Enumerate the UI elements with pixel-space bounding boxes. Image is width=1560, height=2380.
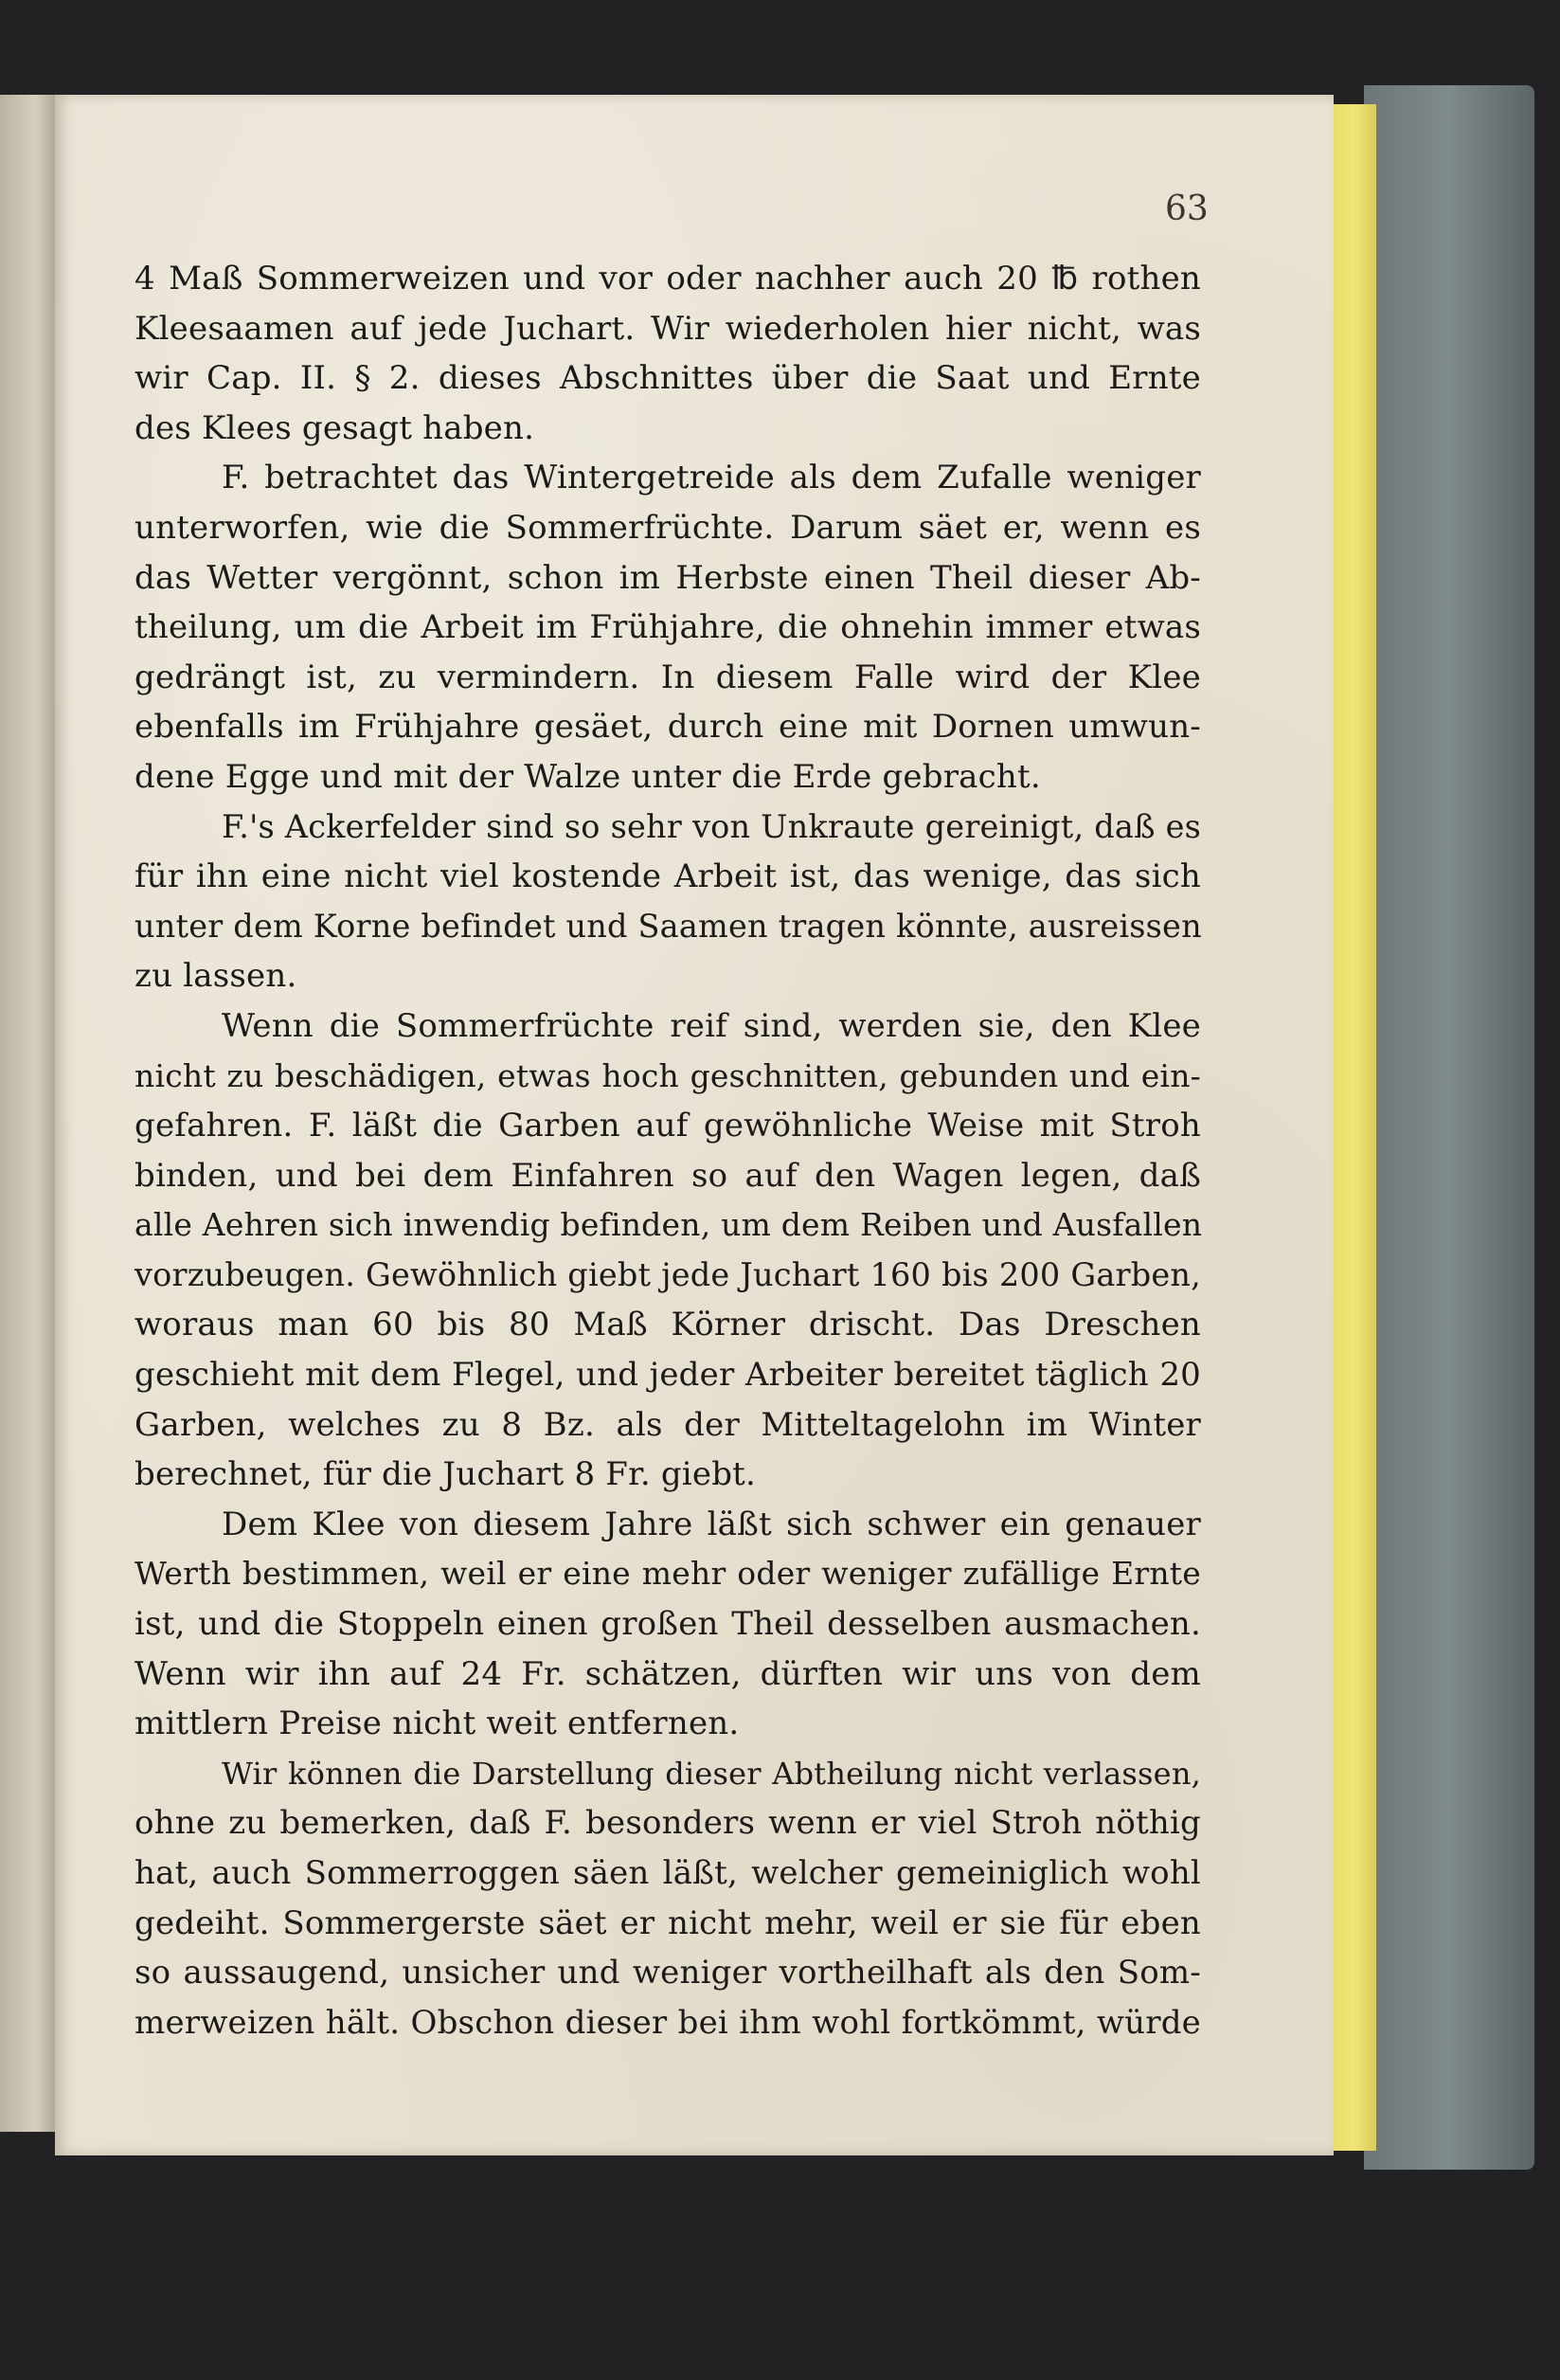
text-line: F. betrachtet das Wintergetreide als dem Zufalle weniger bbox=[222, 459, 1201, 497]
text-line: Wir können die Darstellung dieser Abtheilung nicht verlassen, bbox=[222, 1755, 1201, 1792]
text-line: gedrängt ist, zu vermindern. In diesem Falle wird der Klee bbox=[134, 658, 1201, 696]
text-line: ist, und die Stoppeln einen großen Theil desselben ausmachen. bbox=[134, 1605, 1201, 1644]
text-line: des Klees gesagt haben. bbox=[134, 408, 535, 447]
text-line: merweizen hält. Obschon dieser bei ihm wohl fortkömmt, würde bbox=[134, 2003, 1201, 2042]
page-number: 63 bbox=[1165, 189, 1209, 228]
text-line: für ihn eine nicht viel kostende Arbeit ist, das wenige, das sich bbox=[134, 857, 1201, 896]
text-line: geschieht mit dem Flegel, und jeder Arbeiter bereitet täglich 20 bbox=[134, 1356, 1201, 1395]
text-line: unter dem Korne befindet und Saamen tragen könnte, ausreissen bbox=[134, 907, 1202, 945]
text-line: 4 Maß Sommerweizen und vor oder nachher auch 20 ℔ rothen bbox=[134, 260, 1201, 298]
text-line: theilung, um die Arbeit im Frühjahre, die ohnehin immer etwas bbox=[134, 608, 1201, 647]
text-line: woraus man 60 bis 80 Maß Körner drischt. Das Dreschen bbox=[134, 1306, 1201, 1344]
text-line: ohne zu bemerken, daß F. besonders wenn er viel Stroh nöthig bbox=[134, 1804, 1201, 1843]
text-line: nicht zu beschädigen, etwas hoch geschnitten, gebunden und ein- bbox=[134, 1056, 1201, 1094]
text-line: berechnet, für die Juchart 8 Fr. giebt. bbox=[134, 1455, 757, 1494]
text-line: Garben, welches zu 8 Bz. als der Mitteltagelohn im Winter bbox=[134, 1405, 1201, 1444]
text-line: das Wetter vergönnt, schon im Herbste einen Theil dieser Ab- bbox=[134, 558, 1201, 597]
text-line: alle Aehren sich inwendig befinden, um dem Reiben und Ausfallen bbox=[134, 1206, 1203, 1244]
page-edge bbox=[1331, 104, 1376, 2151]
text-line: wir Cap. II. § 2. dieses Abschnittes über die Saat und Ernte bbox=[134, 359, 1201, 398]
text-line: Wenn wir ihn auf 24 Fr. schätzen, dürften wir uns von dem bbox=[134, 1654, 1201, 1693]
body-text bbox=[134, 254, 1201, 2047]
text-line: Werth bestimmen, weil er eine mehr oder weniger zufällige Ernte bbox=[134, 1555, 1201, 1593]
text-line: so aussaugend, unsicher und weniger vortheilhaft als den Som- bbox=[134, 1954, 1201, 1992]
text-line: Kleesaamen auf jede Juchart. Wir wiederholen hier nicht, was bbox=[134, 309, 1201, 348]
text-line: Dem Klee von diesem Jahre läßt sich schwer ein genauer bbox=[222, 1505, 1201, 1543]
text-line: unterworfen, wie die Sommerfrüchte. Darum säet er, wenn es bbox=[134, 508, 1201, 547]
text-line: dene Egge und mit der Walze unter die Erde gebracht. bbox=[134, 757, 1041, 796]
text-line: hat, auch Sommerroggen säen läßt, welcher gemeiniglich wohl bbox=[134, 1854, 1201, 1892]
text-line: mittlern Preise nicht weit entfernen. bbox=[134, 1704, 740, 1743]
text-line: binden, und bei dem Einfahren so auf den Wagen legen, daß bbox=[134, 1156, 1201, 1195]
text-line: vorzubeugen. Gewöhnlich giebt jede Juchart 160 bis 200 Garben, bbox=[134, 1255, 1201, 1293]
text-line: gefahren. F. läßt die Garben auf gewöhnliche Weise mit Stroh bbox=[134, 1107, 1201, 1145]
text-line: F.'s Ackerfelder sind so sehr von Unkraute gereinigt, daß es bbox=[222, 807, 1201, 845]
text-line: Wenn die Sommerfrüchte reif sind, werden sie, den Klee bbox=[222, 1006, 1201, 1045]
adjacent-page-edge bbox=[0, 95, 61, 2132]
text-line: gedeiht. Sommergerste säet er nicht mehr, weil er sie für eben bbox=[134, 1903, 1201, 1942]
text-line: ebenfalls im Frühjahre gesäet, durch eine mit Dornen umwun- bbox=[134, 708, 1201, 747]
text-line: zu lassen. bbox=[134, 957, 297, 996]
book-cover bbox=[1364, 85, 1534, 2170]
